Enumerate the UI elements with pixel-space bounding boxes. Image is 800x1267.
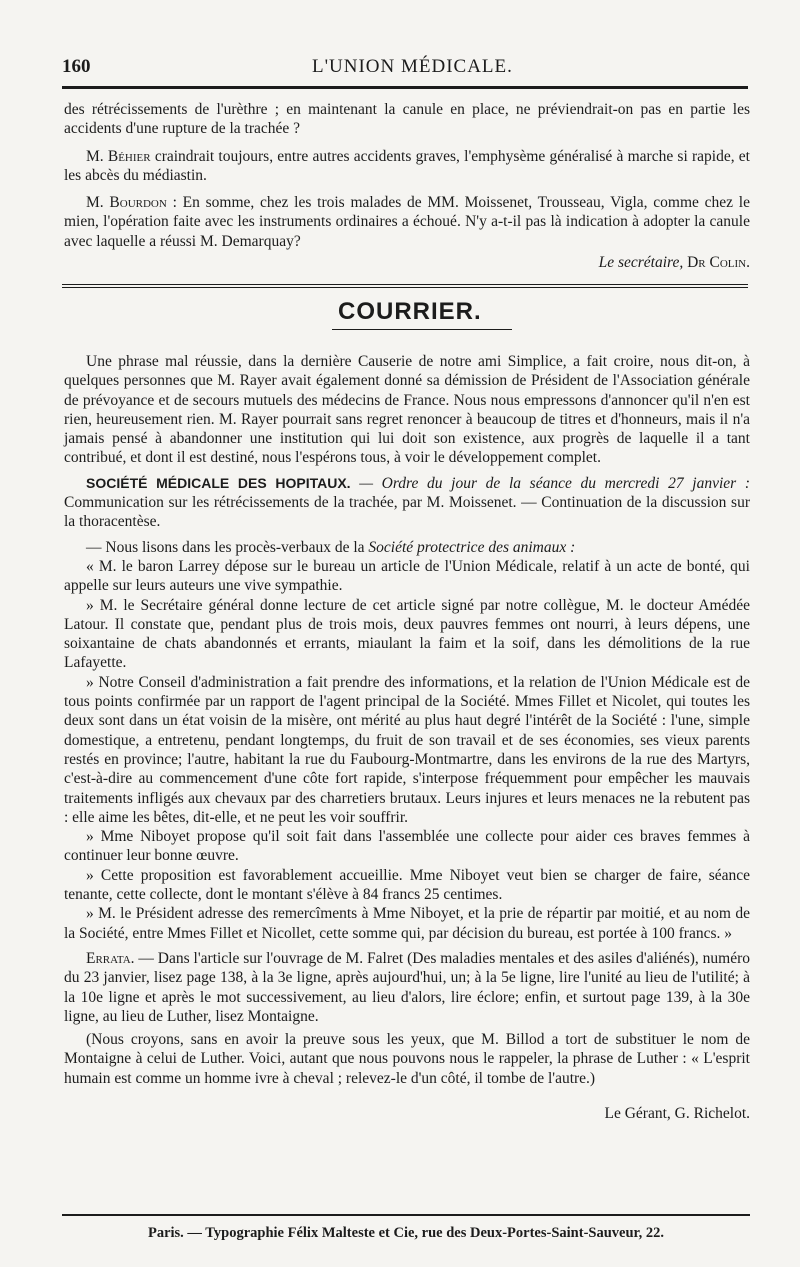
discussion-paragraph: des rétrécissements de l'urèthre ; en maintenant la canule en place, ne préviendrait-on pas en partie les accidents d'une rupture de la trachée ?: [64, 101, 750, 138]
section-rule-top: [62, 284, 748, 285]
societe-order: — Ordre du jour de la séance du mercredi 27 janvier :: [359, 474, 750, 492]
courrier-section: [64, 352, 750, 1123]
bourdon-paragraph: [64, 193, 750, 251]
page-header: [60, 56, 748, 86]
errata-text: — Dans l'article sur l'ouvrage de M. Falret (Des maladies mentales et des asiles d'aliénés), numéro du 23 janvier, lisez page 138, à la 3e ligne, après aujourd'hui, un; à la 5e ligne, lire l'unité au lieu de l'utilité; à la 10e ligne et après le mot successivement, au lieu d'alors, lire éclore; enfin, et surtout page 139, à la 30e ligne, au lieu de Luther, lisez Montaigne.: [64, 949, 750, 1025]
spa-name: Société protectrice des animaux :: [368, 538, 576, 556]
speaker-name: M. Béhier: [86, 147, 151, 165]
speaker-text: craindrait toujours, entre autres accidents graves, l'emphysème généralisé à marche si rapide, et les abcès du médiastin.: [64, 147, 750, 184]
spa-paragraph: » M. le Président adresse des remercîments à Mme Niboyet, et la prie de répartir par moitié, et au nom de la Société, entre Mmes Fillet et Nicollet, cette somme qui, par décision du bureau, est portée à 100 francs. »: [64, 905, 750, 942]
spa-paragraph: » Notre Conseil d'administration a fait prendre des informations, et la relation de l'Union Médicale est de tous points confirmée par un rapport de l'agent principal de la Société. Mmes Fillet et Nicolet, qui toutes les deux sont dans un état voisin de la misère, ont mérité au plus haut degré l'intérêt de la Société : l'une, simple domestique, a entretenu, pendant longtemps, du fruit de son travail et de ses économies, ses vieux parents restés en province; l'autre, habitant la rue du Faubourg-Montmartre, dans les environs de la rue des Martyrs, c'est-à-dire au commencement d'une côte fort rapide, s'interpose fréquemment pour empêcher les mauvais traitements infligés aux chevaux par des charretiers brutaux. Leurs injures et leurs menaces ne la rebutent pas : elle aime les bêtes, dit-elle, et ne peut les voir souffrir.: [64, 673, 750, 826]
speaker-name: M. Bourdon: [86, 194, 167, 212]
signature-name: Dr Colin.: [687, 254, 750, 272]
societe-paragraph: [64, 474, 750, 532]
printer-imprint: Paris. — Typographie Félix Malteste et Cie, rue des Deux-Portes-Saint-Sauveur, 22.: [147, 1225, 665, 1241]
societe-text: Communication sur les rétrécissements de la trachée, par M. Moissenet. — Continuation de la discussion sur la thoracentèse.: [64, 494, 750, 531]
behier-paragraph: [64, 147, 750, 186]
signature-role: Le secrétaire,: [598, 254, 684, 272]
running-title: L'UNION MÉDICALE.: [312, 56, 513, 77]
errata-label: Errata.: [86, 949, 135, 967]
spa-intro: — Nous lisons dans les procès-verbaux de la Société protectrice des animaux :: [86, 538, 576, 556]
discussion-section: [64, 100, 750, 272]
section-rule-bottom: [62, 287, 748, 288]
footer-rule: [62, 1214, 750, 1216]
errata-paragraph: [64, 949, 750, 1026]
title-underline: [332, 329, 512, 330]
spa-paragraph: » Mme Niboyet propose qu'il soit fait dans l'assemblée une collecte pour aider ces braves femmes à continuer leur bonne œuvre.: [64, 828, 750, 865]
header-rule: [62, 86, 748, 89]
editor-note: (Nous croyons, sans en avoir la preuve sous les yeux, que M. Billod a tort de substituer le nom de Montaigne à celui de Luther. Voici, autant que nous pouvons nous le rappeler, la phrase de Luther : « L'esprit humain est comme un homme ivre à cheval ; relevez-le d'un côté, il tombe de l'autre.): [64, 1031, 750, 1087]
spa-paragraph: » Cette proposition est favorablement accueillie. Mme Niboyet veut bien se charger de faire, séance tenante, cette collecte, dont le montant s'élève à 84 francs 25 centimes.: [64, 866, 750, 904]
societe-label: SOCIÉTÉ MÉDICALE DES HOPITAUX.: [86, 474, 351, 491]
secretary-signature: [64, 253, 750, 272]
spa-paragraph: « M. le baron Larrey dépose sur le bureau un article de l'Union Médicale, relatif à un acte de bonté, qui appelle sur leurs auteurs une vive sympathie.: [64, 557, 750, 595]
rayer-paragraph: Une phrase mal réussie, dans la dernière Causerie de notre ami Simplice, a fait croire, nous dit-on, à quelques personnes que M. Rayer avait également donné sa démission de Président de l'Association générale de prévoyance et de secours mutuels des médecins de France. Nous nous empressons d'annoncer qu'il n'en est rien, heureusement rien. M. Rayer pourrait sans regret renoncer à beaucoup de titres et d'honneurs, mais il n'a jamais pensé à abandonner une institution qui lui doit son existence, aux progrès de laquelle il a tant contribué, et dont il est destiné, nous l'espérons tous, à voir le développement complet.: [64, 353, 750, 467]
page-number: 160: [62, 56, 91, 77]
speaker-text: : En somme, chez les trois malades de MM. Moissenet, Trousseau, Vigla, comme chez le mien, l'opération faite avec les instruments ordinaires a échoué. N'y a-t-il pas là indication à adopter la canule avec laquelle a réussi M. Demarquay?: [64, 194, 750, 250]
gerant-signature: Le Gérant, G. Richelot.: [604, 1104, 750, 1122]
section-title: COURRIER.: [338, 298, 482, 325]
spa-paragraph: » M. le Secrétaire général donne lecture de cet article signé par notre collègue, M. le docteur Amédée Latour. Il constate que, pendant plus de trois mois, deux pauvres femmes ont nourri, à leurs dépens, une soixantaine de chats abandonnés et errants, miaulant la faim et la soif, dans les démolitions de la rue Lafayette.: [64, 596, 750, 672]
